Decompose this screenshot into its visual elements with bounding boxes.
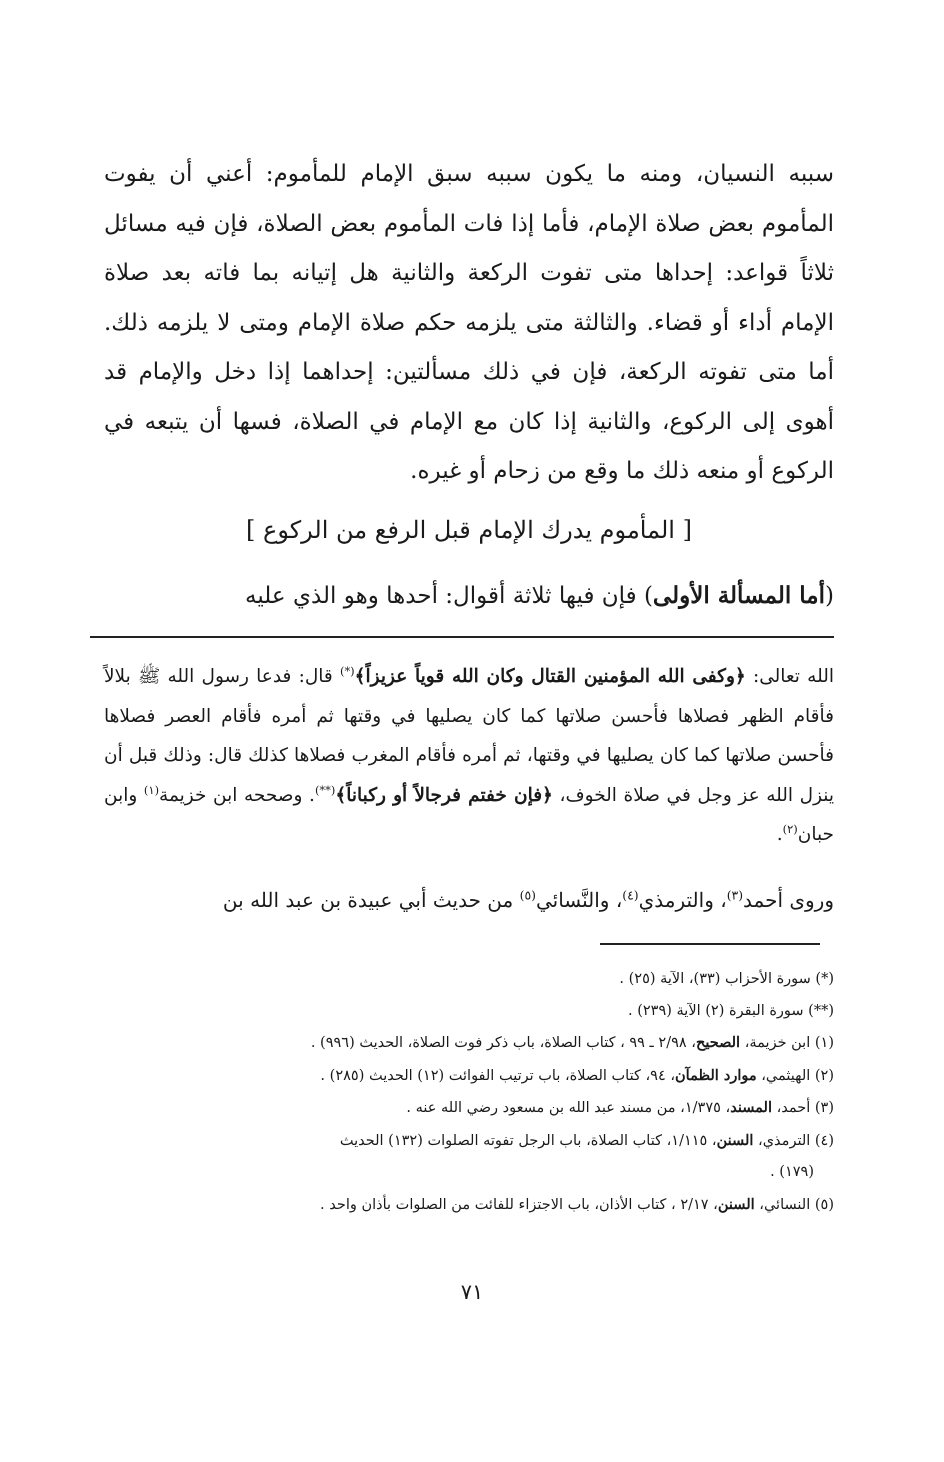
hadith-text-b: قال: فدعا رسول الله ﷺ بلالاً فأقام الظهر فصلاها فأحسن صلاتها كما كان يصليها في وقتها ثم أمره فأقام العصر فصلاها فأحسن صلاتها كما كان يصليها في وقتها، ثم أمره فأقام المغرب فصلاها كذلك قال: وذلك قبل أن ينزل الله عز وجل في صلاة الخوف، (104, 666, 835, 806)
hadith-text-c: . وصححه ابن خزيمة (159, 784, 315, 806)
section-heading: [ المأموم يدرك الإمام قبل الرفع من الركوع ] (246, 516, 692, 544)
footnote-rule (600, 943, 820, 945)
footnote (104, 964, 834, 996)
main-paragraph: سببه النسيان، ومنه ما يكون سببه سبق الإمام للمأموم: أعني أن يفوت المأموم بعض صلاة الإمام، فأما إذا فات المأموم بعض الصلاة، فإن فيه مسائل ثلاثاً قواعد: إحداها متى تفوت الركعة والثانية هل إتيانه بما فاته بعد صلاة الإمام أداء أو قضاء. والثالثة متى يلزمه حكم صلاة الإمام ومتى لا يلزمه ذلك. أما متى تفوته الركعة، فإن في ذلك مسألتين: إحداهما إذا دخل والإمام قد أهوى إلى الركوع، والثانية إذا كان مع الإمام في الصلاة، فسها أن يتبعه في الركوع أو منعه ذلك ما وقع من زحام أو غيره. (104, 161, 834, 484)
footnote-source-title: المسند (730, 1099, 772, 1116)
page-number: ٧١ (460, 1280, 484, 1304)
footnote-ref-5: (٥) (519, 887, 536, 903)
footnote-text: (٣) أحمد، (771, 1100, 834, 1116)
footnote-text: ، ١/١١٥، كتاب الصلاة، باب الرجل تفوته الصلوات (١٣٢) الحديث (339, 1132, 717, 1149)
narration-d: من حديث أبي عبيدة بن عبد الله بن (222, 888, 520, 912)
continuation-open: ( (825, 583, 834, 609)
footnote-text: (*) سورة الأحزاب (٣٣)، الآية (٢٥) . (619, 971, 834, 987)
main-text (104, 150, 834, 497)
footnote-source-title: موارد الظمآن (675, 1066, 757, 1084)
quran-quote-2: ﴿فإن خفتم فرجالاً أو ركباناً﴾ (335, 784, 553, 806)
footnote-text: ، ٩٤، كتاب الصلاة، باب ترتيب الفوائت (١٢) الحديث (٢٨٥) . (320, 1067, 676, 1084)
footnote-text: (**) سورة البقرة (٢) الآية (٢٣٩) . (628, 1002, 834, 1019)
footnote-continuation: (١٧٩) . (770, 1164, 814, 1180)
continuation-rest: ) فإن فيها ثلاثة أقوال: أحدها وهو الذي عليه (245, 583, 653, 609)
footnote-source-title: السنن (717, 1195, 755, 1213)
footnote-text: (٢) الهيثمي، (756, 1067, 834, 1084)
hadith-text-d: وابن حبان (104, 784, 834, 845)
footnote (104, 1027, 834, 1060)
footnote-text: ، ٢/٩٨ ـ ٩٩ ، كتاب الصلاة، باب ذكر فوت الصلاة، الحديث (٩٩٦) . (310, 1035, 696, 1051)
continuation-line (104, 574, 834, 618)
hadith-text-a: الله تعالى: (745, 666, 834, 687)
hadith-paragraph (104, 657, 834, 855)
continuation-bold: أما المسألة الأولى (652, 582, 826, 609)
footnote (104, 1189, 834, 1222)
hadith-text-e: . (776, 824, 783, 845)
quote-marker-2: (**) (314, 782, 336, 797)
narration-b: ، والترمذي (638, 888, 727, 912)
narration-line (104, 880, 834, 920)
footnote (104, 1125, 834, 1158)
footnote-text: ، ١/٣٧٥، من مسند عبد الله بن مسعود رضي الله عنه . (406, 1100, 731, 1116)
footnote-text: (٥) النسائي، (754, 1196, 834, 1213)
footnote-ref-1: (١) (143, 782, 160, 797)
footnote-text: (١) ابن خزيمة، (740, 1035, 834, 1051)
footnote-ref-4: (٤) (622, 887, 639, 903)
quote-marker-1: (*) (339, 663, 355, 678)
footnote-text: ، ٢/١٧ ، كتاب الأذان، باب الاجتزاء للفائت من الصلوات بأذان واحد . (320, 1196, 718, 1213)
footnote-text: (٤) الترمذي، (753, 1132, 834, 1149)
footnote (104, 1060, 834, 1093)
footnote-source-title: السنن (716, 1131, 754, 1149)
quran-quote-1: ﴿وكفى الله المؤمنين القتال وكان الله قوياً عزيزاً﴾ (354, 666, 746, 687)
section-rule (90, 636, 834, 638)
footnotes (104, 964, 834, 1221)
footnote (104, 996, 834, 1028)
footnote-source-title: الصحيح (695, 1034, 741, 1051)
narration-c: ، والنَّسائي (535, 888, 623, 912)
hadith-block (104, 657, 834, 855)
narration-a: وروى أحمد (743, 888, 834, 912)
footnote-ref-2: (٢) (782, 821, 798, 836)
footnote (104, 1092, 834, 1125)
footnote-ref-3: (٣) (726, 887, 744, 903)
